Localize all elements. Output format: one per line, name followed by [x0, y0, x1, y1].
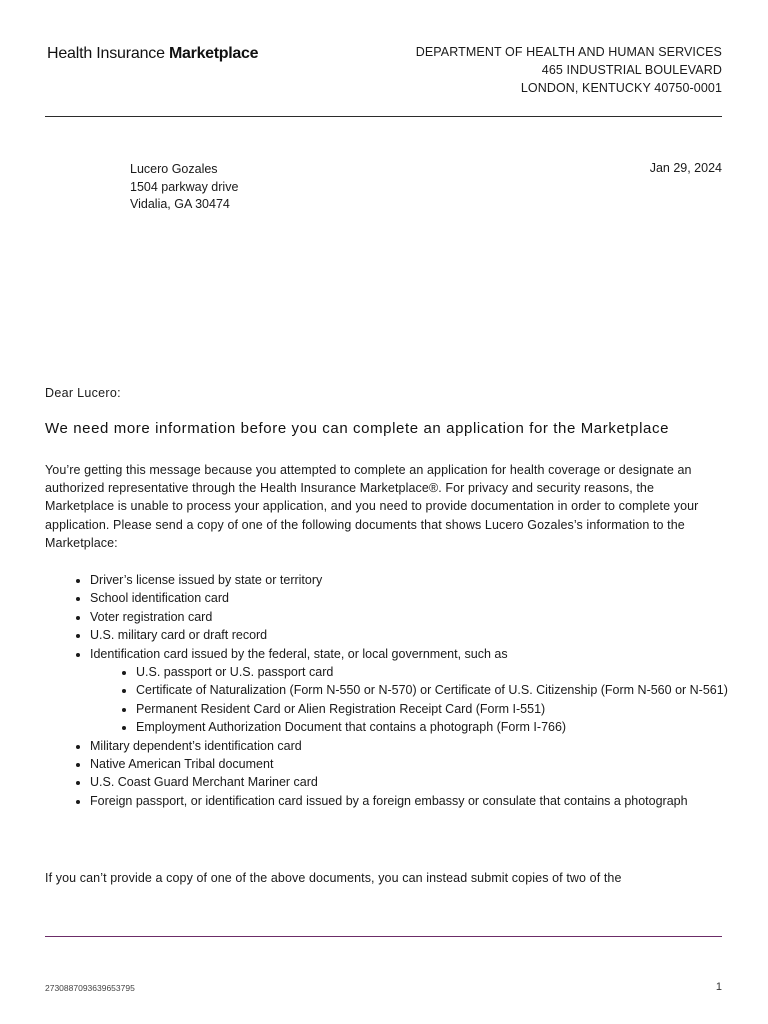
header-divider — [45, 116, 722, 117]
intro-paragraph: You’re getting this message because you attempted to complete an application for health coverage or designate an authorized representative through the Health Insurance Marketplace®. For privacy and security reasons, the Marketplace is unable to process your application, and you need to provide documentation in order to complete your application. Please send a copy of one of the following documents that shows Lucero Gozales’s information to the Marketplace: — [45, 463, 699, 550]
department-city: LONDON, KENTUCKY 40750-0001 — [520, 81, 722, 95]
list-item: • Foreign passport, or identification card issued by a foreign embassy or consulate that contains a photograph — [90, 792, 768, 810]
list-item: • School identification card — [90, 589, 768, 607]
marketplace-logo — [47, 45, 258, 63]
sublist-item: • Employment Authorization Document that contains a photograph (Form I-766) — [136, 718, 768, 736]
salutation: Dear Lucero: — [45, 386, 121, 400]
recipient-city: Vidalia, GA 30474 — [130, 197, 230, 211]
letter-headline: We need more information before you can complete an application for the Marketplace — [45, 420, 670, 437]
government-id-sublist — [90, 663, 768, 737]
department-street: 465 INDUSTRIAL BOULEVARD — [541, 63, 722, 77]
recipient-street: 1504 parkway drive — [130, 179, 239, 194]
document-id: 2730887093639653795 — [45, 983, 135, 993]
list-item: • Military dependent’s identification card — [90, 737, 768, 755]
logo-text-bold: Marketplace — [169, 45, 259, 62]
letter-date: Jan 29, 2024 — [649, 161, 722, 175]
footer-divider — [45, 936, 722, 937]
page-number: 1 — [715, 981, 722, 993]
sublist-item: • Permanent Resident Card or Alien Registration Receipt Card (Form I-551) — [136, 700, 768, 718]
list-item-label: Identification card issued by the federal, state, or local government, such as — [90, 646, 508, 661]
document-list — [45, 571, 768, 810]
department-name: DEPARTMENT OF HEALTH AND HUMAN SERVICES — [415, 45, 722, 59]
list-item-government-id — [90, 645, 768, 737]
recipient-address — [130, 161, 238, 214]
list-item: • U.S. Coast Guard Merchant Mariner card — [90, 773, 768, 791]
sublist-item: • U.S. passport or U.S. passport card — [136, 663, 768, 681]
list-item: • U.S. military card or draft record — [90, 626, 768, 644]
logo-text-light: Health Insurance — [47, 45, 165, 62]
sublist-item: • Certificate of Naturalization (Form N-550 or N-570) or Certificate of U.S. Citizenship (Form N-560 or N-561) — [136, 681, 768, 699]
list-item: • Native American Tribal document — [90, 755, 768, 773]
department-address — [416, 43, 722, 97]
list-item: • Voter registration card — [90, 608, 768, 626]
list-item: • Driver’s license issued by state or territory — [90, 571, 768, 589]
closing-paragraph: If you can’t provide a copy of one of the above documents, you can instead submit copies of two of the — [45, 871, 622, 885]
recipient-name: Lucero Gozales — [130, 162, 218, 176]
